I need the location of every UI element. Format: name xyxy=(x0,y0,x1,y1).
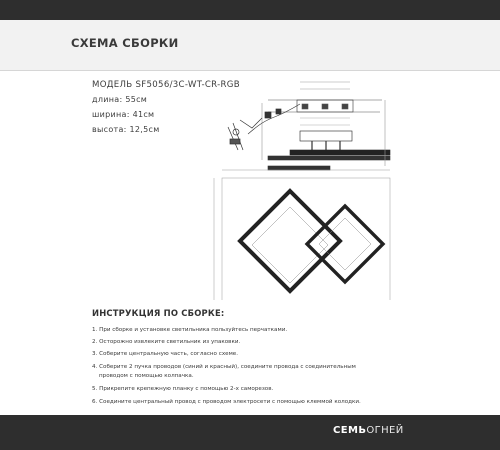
connector-detail xyxy=(228,109,281,150)
instruction-step: 2. Осторожно извлеките светильник из упаковки. xyxy=(92,339,241,345)
instruction-step: 6. Соедините центральный провод с проводом электросети с помощью клеммой колодки. xyxy=(92,399,361,405)
footer-bar xyxy=(0,415,500,450)
instruction-step: 1. При сборке и установке светильника пользуйтесь перчатками. xyxy=(92,327,288,333)
instruction-step-continuation: проводом с помощью колпачка. xyxy=(99,373,194,379)
side-view-diagram xyxy=(248,82,390,170)
instructions-heading: ИНСТРУКЦИЯ ПО СБОРКЕ: xyxy=(92,308,225,318)
model-name: МОДЕЛЬ SF5056/3C-WT-CR-RGB xyxy=(92,80,240,90)
spec-height: высота: 12,5см xyxy=(92,125,160,134)
brand-logo-light: ОГНЕЙ xyxy=(366,425,404,436)
brand-logo xyxy=(333,425,404,436)
instruction-step: 4. Соберите 2 пучка проводов (синий и красный), соедините провода с соединительным xyxy=(92,364,356,370)
top-view-diagram xyxy=(214,170,390,300)
spec-width: ширина: 41см xyxy=(92,110,155,119)
page-title: СХЕМА СБОРКИ xyxy=(71,36,179,50)
brand-logo-bold: СЕМЬ xyxy=(333,425,367,436)
instruction-step: 5. Прикрепите крепежную планку с помощью 2-х саморезов. xyxy=(92,386,274,392)
spec-length: длина: 55см xyxy=(92,95,148,104)
instruction-step: 3. Соберите центральную часть, согласно схеме. xyxy=(92,351,239,357)
